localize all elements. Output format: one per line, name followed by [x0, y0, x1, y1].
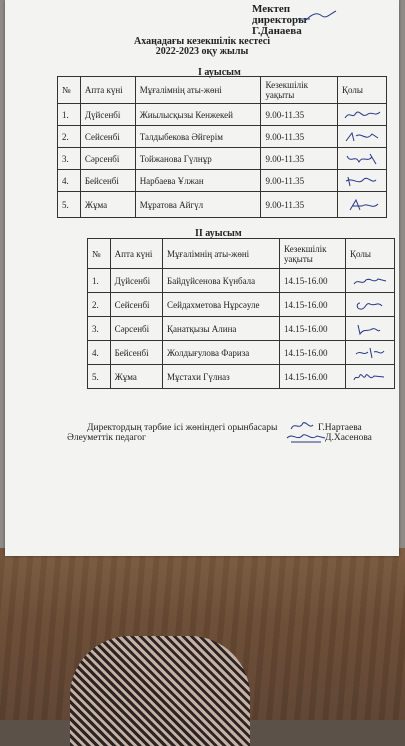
row-time: 9.00-11.35	[261, 104, 338, 126]
col-num: №	[88, 239, 111, 269]
shift2-title: II ауысым	[195, 228, 242, 239]
row-teacher: Сейдахметова Нұрсәуле	[163, 293, 280, 317]
col-time: Кезекшілік уақыты	[261, 77, 338, 104]
row-signature	[338, 148, 387, 170]
row-time: 9.00-11.35	[261, 126, 338, 148]
col-day: Апта күні	[110, 239, 162, 269]
row-day: Сәрсенбі	[110, 317, 162, 341]
row-teacher: Мұратова Айгүл	[135, 192, 261, 218]
table-row	[58, 104, 387, 126]
row-teacher: Қанатқызы Алина	[163, 317, 280, 341]
row-day: Дүйсенбі	[80, 104, 135, 126]
row-num: 1.	[88, 269, 111, 293]
row-day: Бейсенбі	[80, 170, 135, 192]
table-row	[88, 341, 395, 365]
row-signature	[346, 341, 395, 365]
director-name: Г.Данаева	[252, 25, 302, 37]
row-num: 4.	[88, 341, 111, 365]
row-signature	[346, 317, 395, 341]
row-time: 14.15-16.00	[280, 293, 346, 317]
row-teacher: Нарбаева Ұлжан	[135, 170, 261, 192]
pedagogue-role: Әлеуметтік педагог	[67, 433, 146, 443]
row-day: Дүйсенбі	[110, 269, 162, 293]
table-row	[88, 269, 395, 293]
row-num: 5.	[88, 365, 111, 389]
pedagogue-signature	[285, 430, 327, 444]
col-signature: Қолы	[346, 239, 395, 269]
col-signature: Қолы	[338, 77, 387, 104]
row-signature	[338, 192, 387, 218]
table-row	[88, 365, 395, 389]
col-day: Апта күні	[80, 77, 135, 104]
signature-mark	[350, 322, 390, 336]
row-day: Жұма	[80, 192, 135, 218]
col-time: Кезекшілік уақыты	[280, 239, 346, 269]
row-num: 5.	[58, 192, 81, 218]
fabric-object	[70, 636, 250, 746]
signature-mark	[342, 152, 382, 166]
shift1-title: I ауысым	[198, 67, 241, 78]
signature-mark	[350, 274, 390, 288]
col-num: №	[58, 77, 81, 104]
shift2-header-row	[88, 239, 395, 269]
deputy-role: Директордың тәрбие ісі жөніндегі орынбасары	[87, 423, 278, 433]
row-time: 14.15-16.00	[280, 317, 346, 341]
row-signature	[338, 126, 387, 148]
table-row	[58, 148, 387, 170]
row-day: Жұма	[110, 365, 162, 389]
signature-mark	[342, 198, 382, 212]
director-signature	[296, 10, 338, 22]
row-day: Сейсенбі	[80, 126, 135, 148]
signature-mark	[350, 298, 390, 312]
row-teacher: Талдыбекова Әйгерім	[135, 126, 261, 148]
shift2-table	[87, 238, 395, 389]
row-signature	[346, 269, 395, 293]
doc-subtitle: 2022-2023 оқу жылы	[155, 46, 249, 57]
table-row	[88, 293, 395, 317]
footer-line-2	[67, 433, 146, 444]
row-teacher: Жолдығулова Фариза	[163, 341, 280, 365]
row-num: 1.	[58, 104, 81, 126]
row-time: 14.15-16.00	[280, 365, 346, 389]
shift1-table	[57, 76, 387, 218]
row-time: 9.00-11.35	[261, 148, 338, 170]
row-num: 4.	[58, 170, 81, 192]
row-day: Бейсенбі	[110, 341, 162, 365]
table-row	[58, 192, 387, 218]
col-teacher: Мұғалімнің аты-жөні	[135, 77, 261, 104]
row-num: 3.	[88, 317, 111, 341]
director-title: Мектеп директоры	[252, 3, 307, 26]
doc-title: Ахаңадағы кезекшілік кестесі	[133, 36, 270, 47]
row-teacher: Байдүйсенова Күнбала	[163, 269, 280, 293]
row-signature	[346, 365, 395, 389]
table-row	[58, 126, 387, 148]
row-day: Сәрсенбі	[80, 148, 135, 170]
table-row	[58, 170, 387, 192]
row-teacher: Мұстахи Гүлназ	[163, 365, 280, 389]
table-row	[88, 317, 395, 341]
row-time: 14.15-16.00	[280, 269, 346, 293]
row-num: 2.	[88, 293, 111, 317]
deputy-name: Г.Нартаева	[318, 423, 362, 433]
row-teacher: Жиылысқызы Кенжекей	[135, 104, 261, 126]
row-time: 9.00-11.35	[261, 170, 338, 192]
row-num: 2.	[58, 126, 81, 148]
row-signature	[338, 170, 387, 192]
signature-mark	[350, 370, 390, 384]
row-num: 3.	[58, 148, 81, 170]
signature-mark	[342, 174, 382, 188]
signature-mark	[350, 346, 390, 360]
row-day: Сейсенбі	[110, 293, 162, 317]
pedagogue-name: Д.Хасенова	[325, 433, 372, 443]
row-time: 14.15-16.00	[280, 341, 346, 365]
row-teacher: Тойжанова Гүлнұр	[135, 148, 261, 170]
signature-mark	[342, 108, 382, 122]
shift1-header-row	[58, 77, 387, 104]
signature-mark	[342, 130, 382, 144]
row-signature	[338, 104, 387, 126]
document-page	[5, 0, 399, 556]
row-time: 9.00-11.35	[261, 192, 338, 218]
col-teacher: Мұғалімнің аты-жөні	[163, 239, 280, 269]
row-signature	[346, 293, 395, 317]
